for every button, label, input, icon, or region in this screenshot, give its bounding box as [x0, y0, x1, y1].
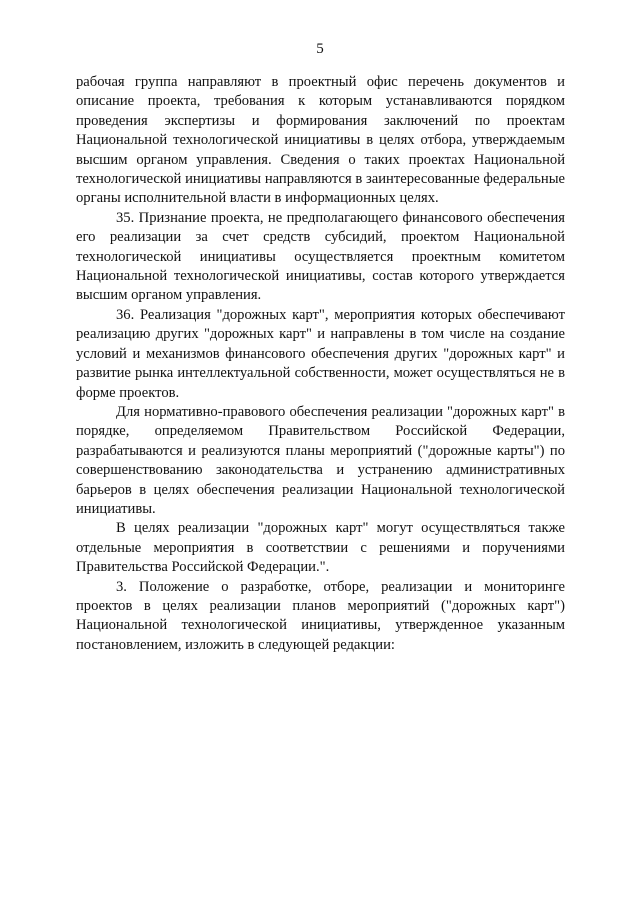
paragraph-separate-measures: В целях реализации "дорожных карт" могут осуществляться также отдельные мероприятия в соответствии с решениями и поручениями Правительства Российской Федерации.". — [76, 520, 565, 576]
paragraph-continuation: рабочая группа направляют в проектный офис перечень документов и описание проекта, требования к которым устанавливаются порядком проведения экспертизы и формирования заключений по проектам Национальной технологической инициативы в целях отбора, утверждаемым высшим органом управления. Сведения о таких проектах Национальной технологической инициативы направляются в заинтересованные федеральные органы исполнительной власти в информационных целях. — [76, 74, 565, 207]
page-number: 5 — [316, 41, 324, 57]
paragraph-legal-support: Для нормативно-правового обеспечения реализации "дорожных карт" в порядке, определяемом Правительством Российской Федерации, разрабатываются и реализуются планы мероприятий ("дорожные карты") по совершенствованию законодательства и устранению административных барьеров в целях обеспечения реализации Национальной технологической инициативы. — [76, 403, 565, 517]
paragraph-item-3: 3. Положение о разработке, отборе, реализации и мониторинге проектов в целях реализации планов мероприятий ("дорожных карт") Национальной технологической инициативы, утвержденное указанным постановлением, изложить в следующей редакции: — [76, 578, 565, 653]
paragraph-item-36: 36. Реализация "дорожных карт", мероприятия которых обеспечивают реализацию других "дорожных карт" и направлены в том числе на создание условий и механизмов финансового обеспечения других "дорожных карт" и развитие рынка интеллектуальной собственности, может осуществляться не в форме проектов. — [76, 306, 565, 401]
paragraph-item-35: 35. Признание проекта, не предполагающего финансового обеспечения его реализации за счет средств субсидий, проектом Национальной технологической инициативы осуществляется проектным комитетом Национальной технологической инициативы, состав которого утверждается высшим органом управления. — [76, 209, 565, 304]
document-body — [76, 73, 565, 655]
